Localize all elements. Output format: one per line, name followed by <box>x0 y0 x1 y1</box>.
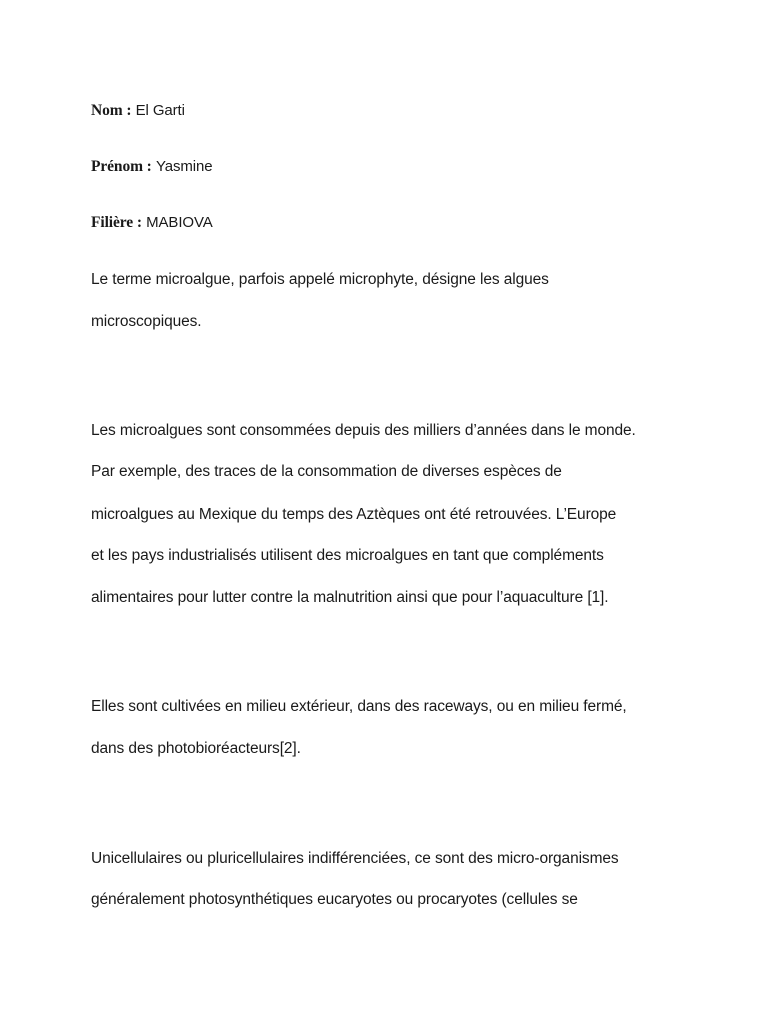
filiere-value: MABIOVA <box>146 214 213 231</box>
paragraph-line: dans des photobioréacteurs[2]. <box>91 740 301 757</box>
paragraph-line: Par exemple, des traces de la consommation de diverses espèces de <box>91 463 562 480</box>
paragraph-line: Unicellulaires ou pluricellulaires indifférenciées, ce sont des micro-organismes <box>91 850 619 867</box>
paragraph-line: alimentaires pour lutter contre la malnutrition ainsi que pour l’aquaculture [1]. <box>91 589 609 606</box>
nom-value: El Garti <box>135 102 185 119</box>
filiere-label: Filière : <box>91 214 142 231</box>
paragraph-line: Les microalgues sont consommées depuis des milliers d’années dans le monde. <box>91 422 636 439</box>
paragraph-line: Elles sont cultivées en milieu extérieur, dans des raceways, ou en milieu fermé, <box>91 698 627 715</box>
prenom-value: Yasmine <box>155 158 213 175</box>
paragraph-line: microscopiques. <box>91 313 202 330</box>
prenom-label: Prénom : <box>91 158 152 175</box>
paragraph-line: microalgues au Mexique du temps des Aztèques ont été retrouvées. L’Europe <box>91 506 617 523</box>
nom-line <box>91 101 185 121</box>
paragraph-line: Le terme microalgue, parfois appelé microphyte, désigne les algues <box>91 271 549 288</box>
nom-label: Nom : <box>91 102 132 119</box>
paragraph-line: et les pays industrialisés utilisent des microalgues en tant que compléments <box>91 547 604 564</box>
filiere-line <box>91 213 213 233</box>
prenom-line <box>91 157 213 177</box>
paragraph-line: généralement photosynthétiques eucaryotes ou procaryotes (cellules se <box>91 891 578 908</box>
